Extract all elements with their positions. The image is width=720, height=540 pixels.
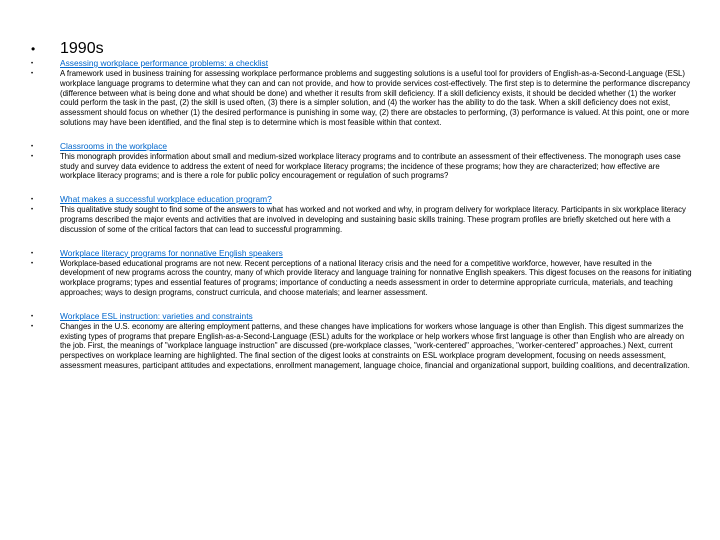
bullet-icon: • bbox=[31, 323, 34, 330]
list-item bbox=[31, 312, 693, 371]
bullet-icon: • bbox=[31, 143, 34, 150]
reference-description: Changes in the U.S. economy are altering employment patterns, and these changes have implications for workers whose language is other than English. This digest summarizes the existing types of programs that prepare English-as-a-Second-Language (ESL) adults for the workplace or help workers whose first language is other than English who are already on the job. First, the meanings of "workplace language instruction" are discussed (pre-workplace classes, "work-centered" approaches, "worker-centered" approaches.) Next, current perspectives on workplace learning are highlighted. The final section of the digest looks at constraints on ESL workplace program development, focusing on needs assessment, assessment measures, participant attitudes and expectations, enrollment management, language choice, financial and organizational support, building coalitions, and decentralization. bbox=[60, 321, 690, 370]
heading-row bbox=[31, 40, 104, 58]
slide-title: 1990s bbox=[60, 40, 104, 57]
reference-link[interactable]: What makes a successful workplace education program? bbox=[60, 194, 272, 205]
list-item bbox=[31, 142, 693, 181]
bullet-icon: • bbox=[31, 207, 34, 214]
list-item bbox=[31, 59, 693, 128]
bullet-icon: • bbox=[31, 153, 34, 160]
bullet-icon: • bbox=[31, 250, 34, 257]
reference-link[interactable]: Assessing workplace performance problems: a checklist bbox=[60, 58, 269, 68]
reference-link[interactable]: Workplace ESL instruction: varieties and constraints bbox=[60, 310, 253, 321]
bullet-icon: • bbox=[31, 42, 36, 56]
bullet-icon: • bbox=[31, 197, 34, 204]
bullet-icon: • bbox=[31, 260, 34, 267]
bullet-icon: • bbox=[31, 71, 34, 77]
bullet-icon: • bbox=[31, 313, 34, 320]
reference-description: This qualitative study sought to find some of the answers to what has worked and not worked and why, in program delivery for workplace literacy. Participants in six workplace literacy programs described the major events and activities that are involved in developing and sustaining basic skills training. These program profiles are briefly sketched out here with a discussion of some of the critical factors that can lead to successful programming. bbox=[60, 205, 686, 234]
list-item bbox=[31, 249, 693, 298]
reference-description: This monograph provides information about small and medium-sized workplace literacy programs and to contribute an assessment of their effectiveness. The monograph uses case study and survey data evidence to address the extent of need for workplace literacy programs; the incidence of these programs; how they are characterized; how effective are workplace literacy programs; and is there a role for public policy encouragement or regulation of such programs? bbox=[60, 151, 681, 181]
reference-link[interactable]: Classrooms in the workplace bbox=[60, 140, 168, 151]
list-item bbox=[31, 195, 693, 234]
bullet-icon: • bbox=[31, 61, 34, 67]
reference-link[interactable]: Workplace literacy programs for nonnative English speakers bbox=[60, 247, 283, 258]
reference-description: A framework used in business training for assessing workplace performance problems and suggesting solutions is a useful tool for providers of English-as-a-Second-Language (ESL) workplace language programs to determine what they can and can not provide, and how to provide services cost-effectively. The first step is to determine the performance discrepancy (difference between what is being done and what should be done) and whether it results from skill deficiency. If a skill deficiency exists, it should be decided whether (1) the worker could perform the task in the past, (2) the skill is used often, (3) there is a simpler solution, and (4) the worker has the ability to do the task. When a skill deficiency does not exist, assessment should focus on whether (1) the desired performance is punishing in some way, (2) there are obstacles to performing, (3) performance is valued. At this point, one or more solutions may have been identified, and the final step is to determine which is most feasible within that context. bbox=[60, 69, 691, 127]
reference-list bbox=[31, 59, 693, 385]
reference-description: Workplace-based educational programs are not new. Recent perceptions of a national literacy crisis and the need for a competitive workforce, however, have resulted in the development of new programs across the country, many of which provide literacy and language training for nonnative English speakers. This digest focuses on the reasons for initiating workplace programs; types and essential features of programs; importance of conducting a needs assessment in order to determine appropriate curricula, materials, and teaching approaches; ways to design programs, construct curricula, and choose materials; and learner assessment. bbox=[60, 258, 692, 297]
